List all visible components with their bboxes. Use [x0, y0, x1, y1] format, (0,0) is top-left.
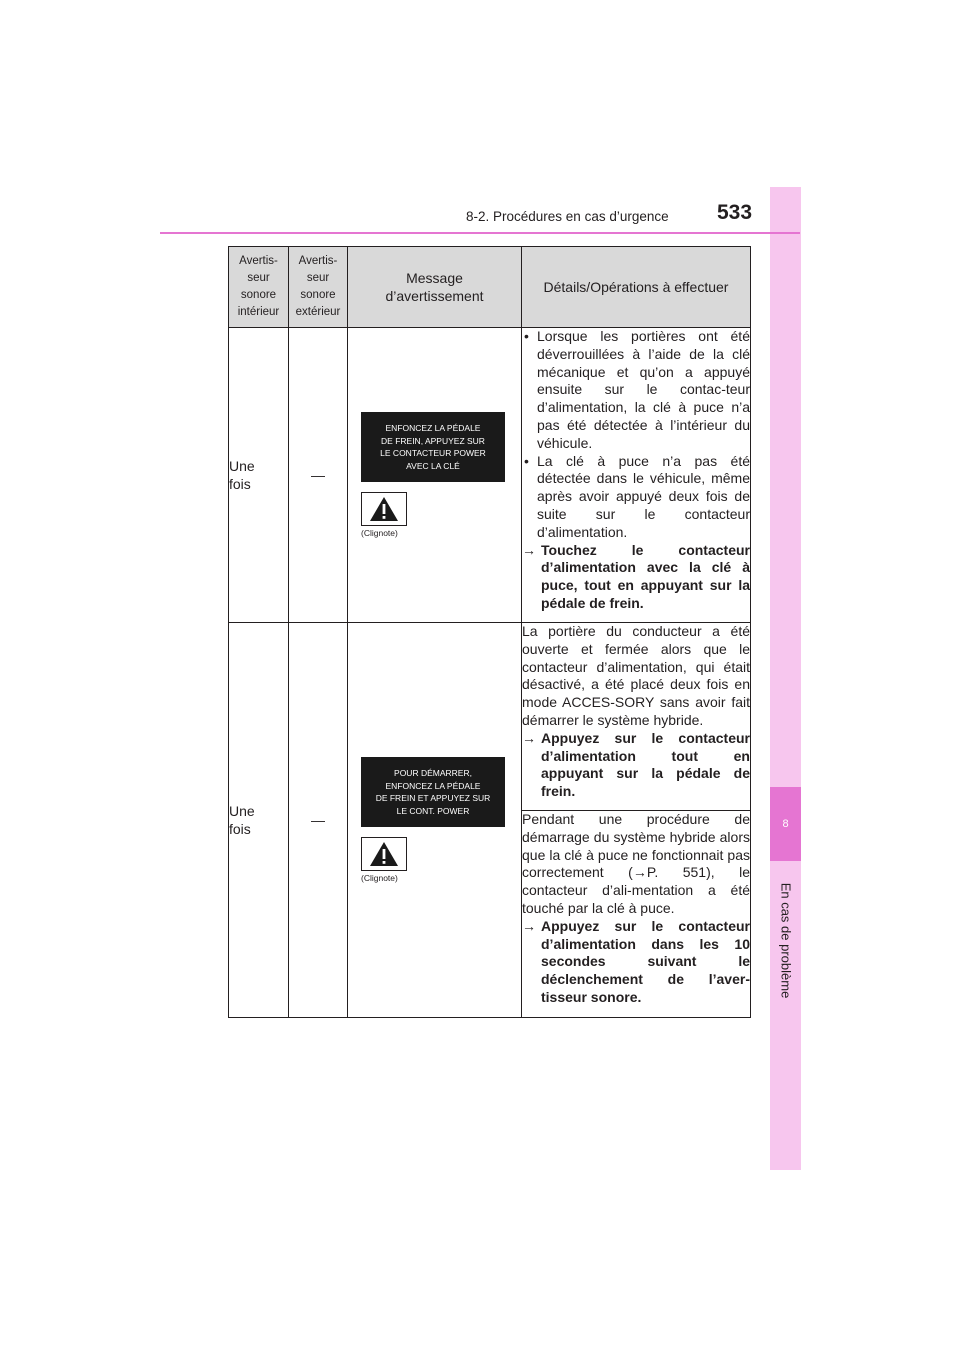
none-dash: — — [311, 812, 325, 828]
header-exterior-buzzer: Avertis- seur sonore extérieur — [289, 247, 348, 328]
multi-info-display-message: POUR DÉMARRER, ENFONCEZ LA PÉDALE DE FREIN ET APPUYEZ SUR LE CONT. POWER — [361, 757, 505, 827]
page-number: 533 — [717, 201, 753, 224]
table-row — [229, 328, 751, 623]
blink-note: (Clignote) — [361, 528, 398, 538]
action-instruction: → Appuyez sur le contacteur d’alimentation dans les 10 secondes suivant le déclenchement de l’aver-tisseur sonore. — [522, 917, 750, 1005]
action-instruction: → Touchez le contacteur d’alimentation avec la clé à puce, tout en appuyant sur la pédale de frein. — [522, 541, 750, 611]
chapter-title-vertical — [769, 870, 802, 1010]
header-rule — [160, 232, 800, 234]
master-warning-icon — [361, 492, 407, 526]
table-row — [229, 623, 751, 811]
blink-note: (Clignote) — [361, 873, 398, 883]
warning-message-cell — [348, 623, 522, 1018]
header-warning-message: Message d’avertissement — [348, 247, 522, 328]
warning-message-table — [228, 246, 751, 1018]
details-cell — [522, 328, 751, 623]
interior-buzzer-cell: Une fois — [229, 623, 289, 1018]
condition-text: La portière du conducteur a été ouverte et fermée alors que le contacteur d’alimentation, qui était désactivé, a été placé deux fois en mode ACCES-SORY sans avoir fait démarrer le système hybride. — [522, 623, 750, 728]
exterior-buzzer-cell — [289, 328, 348, 623]
action-instruction: → Appuyez sur le contacteur d’alimentation tout en appuyant sur la pédale de frein. — [522, 729, 750, 800]
chapter-side-tab — [770, 187, 801, 1170]
chapter-title: En cas de problème — [778, 882, 793, 998]
bullet-item: • La clé à puce n’a pas été détectée dans le véhicule, même après avoir appuyé deux fois de suite sur le contacteur d’alimentation. — [524, 452, 750, 540]
running-head: 8-2. Procédures en cas d’urgence — [466, 209, 669, 224]
chapter-number: 8 — [782, 818, 789, 830]
condition-text: Pendant une procédure de démarrage du système hybride alors que la clé à puce ne fonctionnait pas correctement (→P. 551), le contacteur d’ali-mentation a été touché par la clé à puce. — [522, 811, 750, 916]
bullet-item: • Lorsque les portières ont été déverrouillées à l’aide de la clé mécanique et qu’on a appuyé ensuite sur le contac-teur d’alimentation, la clé à puce n’a pas été détectée à l’intérieur du véhicule. — [524, 328, 750, 451]
header-interior-buzzer: Avertis- seur sonore intérieur — [229, 247, 289, 328]
multi-info-display-message: ENFONCEZ LA PÉDALE DE FREIN, APPUYEZ SUR LE CONTACTEUR POWER AVEC LA CLÉ — [361, 412, 505, 482]
chapter-number-box — [770, 787, 801, 861]
header-details: Détails/Opérations à effectuer — [522, 247, 751, 328]
exterior-buzzer-cell — [289, 623, 348, 1018]
table-header-row — [229, 247, 751, 328]
warning-message-cell — [348, 328, 522, 623]
details-cell — [522, 623, 751, 811]
interior-buzzer-cell: Une fois — [229, 328, 289, 623]
master-warning-icon — [361, 837, 407, 871]
details-cell — [522, 811, 751, 1018]
none-dash: — — [311, 467, 325, 483]
